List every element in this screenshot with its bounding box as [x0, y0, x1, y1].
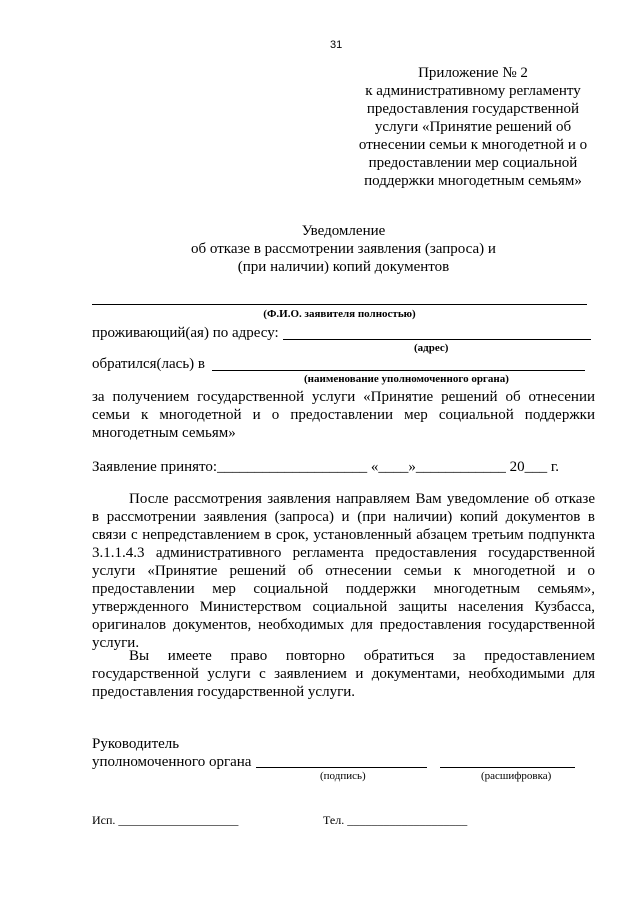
paragraph-line: оригиналов документов, необходимых для предоставления государственной: [92, 617, 595, 633]
appendix-line: услуги «Принятие решений об: [374, 119, 572, 135]
title-line: Уведомление: [301, 223, 386, 239]
paragraph-line: государственной услуги с заявлением и документами, необходимыми для: [92, 666, 595, 682]
fio-line[interactable]: [92, 304, 587, 305]
appendix-line: предоставлении мер социальной: [368, 155, 578, 171]
paragraph-refusal: [92, 490, 595, 652]
paragraph-line: Вы имеете право повторно обратиться за предоставлением: [129, 648, 595, 664]
purpose-line: за получением государственной услуги «Принятие решений об отнесении: [92, 389, 595, 405]
paragraph-line: услуги «Принятие решений об отнесении семьи к многодетной и о: [92, 563, 595, 579]
appendix-line: отнесении семьи к многодетной и о: [358, 137, 588, 153]
purpose-line: семьи к многодетной и о предоставлении мер социальной поддержки: [92, 407, 595, 423]
application-accepted: Заявление принято:____________________ «____»____________ 20___ г.: [92, 459, 560, 475]
address-caption: (адрес): [414, 342, 449, 354]
phone-field: Тел. ____________________: [323, 813, 468, 827]
paragraph-line: 3.1.1.4.3 административного регламента предоставления государственной: [92, 545, 595, 561]
signature-caption: (подпись): [320, 770, 366, 782]
appendix-line: предоставления государственной: [366, 101, 580, 117]
paragraph-line: связи с непредставлением в срок, установленный абзацем третьим подпункта: [92, 527, 595, 543]
applied-label: обратился(лась) в: [92, 356, 205, 372]
fio-caption: (Ф.И.О. заявителя полностью): [263, 308, 416, 320]
decoding-caption: (расшифровка): [481, 770, 552, 782]
head-title-line1: Руководитель: [92, 736, 180, 752]
appendix-block: [355, 64, 591, 190]
address-line[interactable]: [283, 339, 591, 340]
page-number: 31: [330, 39, 343, 51]
title-line: (при наличии) копий документов: [237, 259, 450, 275]
paragraph-line: в рассмотрении заявления (запроса) и (при наличии) копий документов в: [92, 509, 595, 525]
title-line: об отказе в рассмотрении заявления (запроса) и: [191, 241, 496, 257]
organ-caption: (наименование уполномоченного органа): [304, 373, 509, 385]
appendix-line: поддержки многодетным семьям»: [364, 173, 582, 189]
appendix-line: к административному регламенту: [365, 83, 581, 99]
address-label: проживающий(ая) по адресу:: [92, 325, 279, 341]
organ-line[interactable]: [212, 370, 585, 371]
decoding-line[interactable]: [440, 767, 575, 768]
document-title: [92, 222, 595, 276]
appendix-line: Приложение № 2: [418, 65, 528, 81]
purpose-line: многодетным семьям»: [92, 425, 236, 441]
paragraph-line: утвержденного Министерством социальной защиты населения Кузбасса,: [92, 599, 595, 615]
executor-field: Исп. ____________________: [92, 813, 239, 827]
paragraph-line: предоставления государственной услуги.: [92, 684, 356, 700]
signature-line[interactable]: [256, 767, 427, 768]
paragraph-line: предоставлении мер социальной поддержки многодетным семьям»,: [92, 581, 595, 597]
paragraph-right: [92, 647, 595, 701]
head-title-line2: уполномоченного органа: [92, 754, 252, 770]
paragraph-line: услуги.: [92, 635, 140, 651]
purpose-block: [92, 388, 595, 442]
paragraph-line: После рассмотрения заявления направляем Вам уведомление об отказе: [129, 491, 595, 507]
